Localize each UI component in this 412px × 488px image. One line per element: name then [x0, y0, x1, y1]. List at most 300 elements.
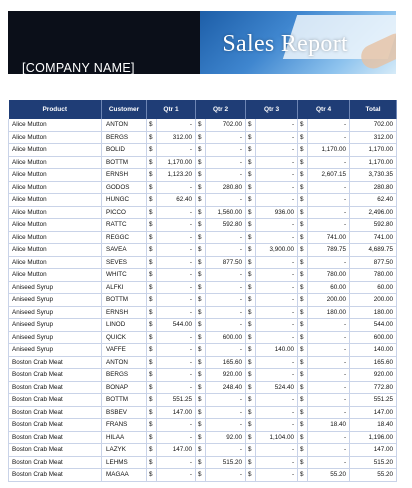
quarter-value-cell[interactable]: 92.00: [206, 431, 246, 444]
currency-symbol[interactable]: $: [298, 369, 308, 382]
quarter-value-cell[interactable]: -: [157, 269, 196, 282]
currency-symbol[interactable]: $: [147, 356, 157, 369]
total-cell[interactable]: 140.00: [350, 344, 397, 357]
quarter-value-cell[interactable]: -: [308, 431, 350, 444]
quarter-value-cell[interactable]: -: [206, 194, 246, 207]
total-cell[interactable]: 780.00: [350, 269, 397, 282]
quarter-value-cell[interactable]: -: [308, 206, 350, 219]
currency-symbol[interactable]: $: [298, 194, 308, 207]
currency-symbol[interactable]: $: [246, 356, 256, 369]
quarter-value-cell[interactable]: 165.60: [206, 356, 246, 369]
currency-symbol[interactable]: $: [298, 431, 308, 444]
quarter-value-cell[interactable]: -: [308, 406, 350, 419]
quarter-value-cell[interactable]: -: [157, 456, 196, 469]
currency-symbol[interactable]: $: [246, 256, 256, 269]
customer-cell[interactable]: BOTTM: [102, 294, 147, 307]
currency-symbol[interactable]: $: [246, 394, 256, 407]
currency-symbol[interactable]: $: [246, 419, 256, 432]
customer-cell[interactable]: HUNGC: [102, 194, 147, 207]
quarter-value-cell[interactable]: -: [157, 244, 196, 257]
currency-symbol[interactable]: $: [147, 294, 157, 307]
total-cell[interactable]: 280.80: [350, 181, 397, 194]
quarter-value-cell[interactable]: 147.00: [157, 406, 196, 419]
product-cell[interactable]: Alice Mutton: [9, 181, 102, 194]
quarter-value-cell[interactable]: 741.00: [308, 231, 350, 244]
customer-cell[interactable]: BONAP: [102, 381, 147, 394]
currency-symbol[interactable]: $: [246, 294, 256, 307]
quarter-value-cell[interactable]: -: [206, 156, 246, 169]
quarter-value-cell[interactable]: -: [256, 256, 298, 269]
quarter-value-cell[interactable]: 551.25: [157, 394, 196, 407]
table-row[interactable]: [9, 394, 397, 407]
currency-symbol[interactable]: $: [246, 369, 256, 382]
total-cell[interactable]: 592.80: [350, 219, 397, 232]
currency-symbol[interactable]: $: [147, 244, 157, 257]
currency-symbol[interactable]: $: [147, 206, 157, 219]
total-cell[interactable]: 200.00: [350, 294, 397, 307]
total-cell[interactable]: 180.00: [350, 306, 397, 319]
product-cell[interactable]: Boston Crab Meat: [9, 406, 102, 419]
currency-symbol[interactable]: $: [196, 406, 206, 419]
currency-symbol[interactable]: $: [298, 306, 308, 319]
table-row[interactable]: [9, 169, 397, 182]
currency-symbol[interactable]: $: [246, 181, 256, 194]
total-cell[interactable]: 1,170.00: [350, 144, 397, 157]
quarter-value-cell[interactable]: -: [256, 281, 298, 294]
quarter-value-cell[interactable]: 62.40: [157, 194, 196, 207]
total-cell[interactable]: 741.00: [350, 231, 397, 244]
product-cell[interactable]: Alice Mutton: [9, 269, 102, 282]
table-row[interactable]: [9, 381, 397, 394]
currency-symbol[interactable]: $: [298, 244, 308, 257]
currency-symbol[interactable]: $: [246, 381, 256, 394]
table-row[interactable]: [9, 419, 397, 432]
quarter-value-cell[interactable]: 248.40: [206, 381, 246, 394]
quarter-value-cell[interactable]: -: [206, 319, 246, 332]
quarter-value-cell[interactable]: -: [206, 344, 246, 357]
quarter-value-cell[interactable]: 2,607.15: [308, 169, 350, 182]
quarter-value-cell[interactable]: 312.00: [157, 131, 196, 144]
quarter-value-cell[interactable]: -: [157, 331, 196, 344]
currency-symbol[interactable]: $: [147, 369, 157, 382]
currency-symbol[interactable]: $: [246, 169, 256, 182]
quarter-value-cell[interactable]: -: [308, 131, 350, 144]
currency-symbol[interactable]: $: [298, 444, 308, 457]
customer-cell[interactable]: BSBEV: [102, 406, 147, 419]
quarter-value-cell[interactable]: 936.00: [256, 206, 298, 219]
column-header-qtr1[interactable]: Qtr 1: [147, 100, 196, 119]
currency-symbol[interactable]: $: [196, 281, 206, 294]
total-cell[interactable]: 515.20: [350, 456, 397, 469]
product-cell[interactable]: Boston Crab Meat: [9, 394, 102, 407]
quarter-value-cell[interactable]: 592.80: [206, 219, 246, 232]
product-cell[interactable]: Alice Mutton: [9, 119, 102, 131]
quarter-value-cell[interactable]: -: [308, 194, 350, 207]
product-cell[interactable]: Alice Mutton: [9, 219, 102, 232]
currency-symbol[interactable]: $: [196, 219, 206, 232]
quarter-value-cell[interactable]: -: [308, 381, 350, 394]
currency-symbol[interactable]: $: [196, 469, 206, 482]
quarter-value-cell[interactable]: -: [157, 219, 196, 232]
currency-symbol[interactable]: $: [298, 319, 308, 332]
currency-symbol[interactable]: $: [196, 206, 206, 219]
quarter-value-cell[interactable]: -: [256, 356, 298, 369]
customer-cell[interactable]: MAGAA: [102, 469, 147, 482]
currency-symbol[interactable]: $: [298, 281, 308, 294]
customer-cell[interactable]: LAZYK: [102, 444, 147, 457]
quarter-value-cell[interactable]: -: [308, 219, 350, 232]
currency-symbol[interactable]: $: [196, 156, 206, 169]
currency-symbol[interactable]: $: [246, 331, 256, 344]
product-cell[interactable]: Aniseed Syrup: [9, 281, 102, 294]
currency-symbol[interactable]: $: [298, 331, 308, 344]
product-cell[interactable]: Boston Crab Meat: [9, 456, 102, 469]
currency-symbol[interactable]: $: [196, 131, 206, 144]
quarter-value-cell[interactable]: -: [206, 294, 246, 307]
customer-cell[interactable]: WHITC: [102, 269, 147, 282]
currency-symbol[interactable]: $: [196, 369, 206, 382]
currency-symbol[interactable]: $: [246, 194, 256, 207]
quarter-value-cell[interactable]: -: [256, 144, 298, 157]
quarter-value-cell[interactable]: 1,104.00: [256, 431, 298, 444]
currency-symbol[interactable]: $: [147, 419, 157, 432]
currency-symbol[interactable]: $: [298, 419, 308, 432]
table-row[interactable]: [9, 269, 397, 282]
total-cell[interactable]: 60.00: [350, 281, 397, 294]
currency-symbol[interactable]: $: [147, 231, 157, 244]
quarter-value-cell[interactable]: -: [157, 369, 196, 382]
quarter-value-cell[interactable]: 515.20: [206, 456, 246, 469]
quarter-value-cell[interactable]: -: [256, 169, 298, 182]
currency-symbol[interactable]: $: [147, 406, 157, 419]
currency-symbol[interactable]: $: [147, 256, 157, 269]
currency-symbol[interactable]: $: [196, 331, 206, 344]
currency-symbol[interactable]: $: [147, 344, 157, 357]
currency-symbol[interactable]: $: [246, 469, 256, 482]
table-row[interactable]: [9, 156, 397, 169]
quarter-value-cell[interactable]: -: [256, 306, 298, 319]
quarter-value-cell[interactable]: -: [157, 181, 196, 194]
currency-symbol[interactable]: $: [246, 456, 256, 469]
currency-symbol[interactable]: $: [298, 206, 308, 219]
currency-symbol[interactable]: $: [147, 394, 157, 407]
currency-symbol[interactable]: $: [147, 469, 157, 482]
currency-symbol[interactable]: $: [196, 306, 206, 319]
quarter-value-cell[interactable]: 789.75: [308, 244, 350, 257]
quarter-value-cell[interactable]: -: [308, 156, 350, 169]
total-cell[interactable]: 600.00: [350, 331, 397, 344]
currency-symbol[interactable]: $: [147, 119, 157, 131]
currency-symbol[interactable]: $: [196, 181, 206, 194]
currency-symbol[interactable]: $: [298, 144, 308, 157]
table-row[interactable]: [9, 331, 397, 344]
currency-symbol[interactable]: $: [147, 331, 157, 344]
quarter-value-cell[interactable]: -: [157, 294, 196, 307]
currency-symbol[interactable]: $: [147, 444, 157, 457]
quarter-value-cell[interactable]: -: [256, 219, 298, 232]
table-row[interactable]: [9, 119, 397, 131]
customer-cell[interactable]: ANTON: [102, 119, 147, 131]
quarter-value-cell[interactable]: -: [206, 131, 246, 144]
currency-symbol[interactable]: $: [246, 156, 256, 169]
quarter-value-cell[interactable]: -: [206, 306, 246, 319]
product-cell[interactable]: Alice Mutton: [9, 144, 102, 157]
currency-symbol[interactable]: $: [298, 456, 308, 469]
currency-symbol[interactable]: $: [298, 294, 308, 307]
quarter-value-cell[interactable]: -: [256, 231, 298, 244]
quarter-value-cell[interactable]: -: [308, 356, 350, 369]
quarter-value-cell[interactable]: -: [206, 144, 246, 157]
quarter-value-cell[interactable]: -: [157, 356, 196, 369]
product-cell[interactable]: Boston Crab Meat: [9, 431, 102, 444]
currency-symbol[interactable]: $: [298, 181, 308, 194]
currency-symbol[interactable]: $: [196, 294, 206, 307]
currency-symbol[interactable]: $: [246, 319, 256, 332]
quarter-value-cell[interactable]: 1,170.00: [308, 144, 350, 157]
table-row[interactable]: [9, 131, 397, 144]
table-row[interactable]: [9, 206, 397, 219]
quarter-value-cell[interactable]: -: [157, 469, 196, 482]
product-cell[interactable]: Boston Crab Meat: [9, 356, 102, 369]
total-cell[interactable]: 544.00: [350, 319, 397, 332]
quarter-value-cell[interactable]: -: [206, 406, 246, 419]
quarter-value-cell[interactable]: -: [308, 456, 350, 469]
quarter-value-cell[interactable]: -: [157, 419, 196, 432]
currency-symbol[interactable]: $: [298, 269, 308, 282]
quarter-value-cell[interactable]: -: [256, 119, 298, 131]
total-cell[interactable]: 312.00: [350, 131, 397, 144]
product-cell[interactable]: Alice Mutton: [9, 156, 102, 169]
table-row[interactable]: [9, 444, 397, 457]
currency-symbol[interactable]: $: [196, 269, 206, 282]
customer-cell[interactable]: PICCO: [102, 206, 147, 219]
table-row[interactable]: [9, 194, 397, 207]
currency-symbol[interactable]: $: [298, 219, 308, 232]
total-cell[interactable]: 2,496.00: [350, 206, 397, 219]
currency-symbol[interactable]: $: [298, 381, 308, 394]
product-cell[interactable]: Aniseed Syrup: [9, 344, 102, 357]
currency-symbol[interactable]: $: [246, 281, 256, 294]
product-cell[interactable]: Alice Mutton: [9, 131, 102, 144]
table-row[interactable]: [9, 144, 397, 157]
currency-symbol[interactable]: $: [147, 431, 157, 444]
quarter-value-cell[interactable]: -: [308, 344, 350, 357]
quarter-value-cell[interactable]: 180.00: [308, 306, 350, 319]
product-cell[interactable]: Boston Crab Meat: [9, 469, 102, 482]
total-cell[interactable]: 772.80: [350, 381, 397, 394]
currency-symbol[interactable]: $: [298, 356, 308, 369]
currency-symbol[interactable]: $: [246, 444, 256, 457]
quarter-value-cell[interactable]: -: [157, 431, 196, 444]
quarter-value-cell[interactable]: -: [256, 131, 298, 144]
currency-symbol[interactable]: $: [246, 344, 256, 357]
currency-symbol[interactable]: $: [196, 419, 206, 432]
table-row[interactable]: [9, 356, 397, 369]
currency-symbol[interactable]: $: [196, 319, 206, 332]
column-header-product[interactable]: Product: [9, 100, 102, 119]
column-header-total[interactable]: Total: [350, 100, 397, 119]
currency-symbol[interactable]: $: [298, 156, 308, 169]
total-cell[interactable]: 1,170.00: [350, 156, 397, 169]
currency-symbol[interactable]: $: [147, 269, 157, 282]
currency-symbol[interactable]: $: [298, 469, 308, 482]
customer-cell[interactable]: BOTTM: [102, 394, 147, 407]
quarter-value-cell[interactable]: 544.00: [157, 319, 196, 332]
customer-cell[interactable]: LINOD: [102, 319, 147, 332]
currency-symbol[interactable]: $: [196, 194, 206, 207]
table-row[interactable]: [9, 344, 397, 357]
quarter-value-cell[interactable]: 18.40: [308, 419, 350, 432]
currency-symbol[interactable]: $: [246, 431, 256, 444]
quarter-value-cell[interactable]: -: [206, 231, 246, 244]
quarter-value-cell[interactable]: -: [256, 444, 298, 457]
currency-symbol[interactable]: $: [196, 431, 206, 444]
quarter-value-cell[interactable]: -: [308, 181, 350, 194]
currency-symbol[interactable]: $: [147, 181, 157, 194]
customer-cell[interactable]: BOTTM: [102, 156, 147, 169]
quarter-value-cell[interactable]: -: [157, 144, 196, 157]
quarter-value-cell[interactable]: -: [206, 269, 246, 282]
total-cell[interactable]: 147.00: [350, 444, 397, 457]
quarter-value-cell[interactable]: 147.00: [157, 444, 196, 457]
product-cell[interactable]: Aniseed Syrup: [9, 331, 102, 344]
currency-symbol[interactable]: $: [298, 256, 308, 269]
total-cell[interactable]: 165.60: [350, 356, 397, 369]
table-row[interactable]: [9, 469, 397, 482]
product-cell[interactable]: Boston Crab Meat: [9, 369, 102, 382]
quarter-value-cell[interactable]: -: [206, 281, 246, 294]
quarter-value-cell[interactable]: 600.00: [206, 331, 246, 344]
customer-cell[interactable]: ANTON: [102, 356, 147, 369]
customer-cell[interactable]: FRANS: [102, 419, 147, 432]
table-row[interactable]: [9, 181, 397, 194]
currency-symbol[interactable]: $: [246, 406, 256, 419]
quarter-value-cell[interactable]: -: [206, 444, 246, 457]
currency-symbol[interactable]: $: [147, 169, 157, 182]
table-row[interactable]: [9, 219, 397, 232]
quarter-value-cell[interactable]: -: [308, 119, 350, 131]
customer-cell[interactable]: VAFFE: [102, 344, 147, 357]
quarter-value-cell[interactable]: 1,560.00: [206, 206, 246, 219]
quarter-value-cell[interactable]: -: [256, 181, 298, 194]
currency-symbol[interactable]: $: [246, 206, 256, 219]
total-cell[interactable]: 3,730.35: [350, 169, 397, 182]
quarter-value-cell[interactable]: -: [308, 369, 350, 382]
quarter-value-cell[interactable]: -: [256, 469, 298, 482]
currency-symbol[interactable]: $: [147, 319, 157, 332]
column-header-customer[interactable]: Customer: [102, 100, 147, 119]
currency-symbol[interactable]: $: [196, 394, 206, 407]
column-header-qtr3[interactable]: Qtr 3: [246, 100, 298, 119]
column-header-qtr4[interactable]: Qtr 4: [298, 100, 350, 119]
quarter-value-cell[interactable]: -: [256, 331, 298, 344]
customer-cell[interactable]: BERGS: [102, 131, 147, 144]
currency-symbol[interactable]: $: [196, 456, 206, 469]
quarter-value-cell[interactable]: -: [206, 394, 246, 407]
currency-symbol[interactable]: $: [147, 381, 157, 394]
customer-cell[interactable]: LEHMS: [102, 456, 147, 469]
currency-symbol[interactable]: $: [298, 131, 308, 144]
quarter-value-cell[interactable]: -: [256, 269, 298, 282]
customer-cell[interactable]: QUICK: [102, 331, 147, 344]
currency-symbol[interactable]: $: [196, 231, 206, 244]
quarter-value-cell[interactable]: -: [308, 256, 350, 269]
table-row[interactable]: [9, 319, 397, 332]
total-cell[interactable]: 55.20: [350, 469, 397, 482]
quarter-value-cell[interactable]: -: [157, 306, 196, 319]
quarter-value-cell[interactable]: -: [206, 469, 246, 482]
product-cell[interactable]: Aniseed Syrup: [9, 319, 102, 332]
quarter-value-cell[interactable]: -: [206, 169, 246, 182]
currency-symbol[interactable]: $: [147, 144, 157, 157]
currency-symbol[interactable]: $: [147, 456, 157, 469]
currency-symbol[interactable]: $: [298, 169, 308, 182]
currency-symbol[interactable]: $: [147, 131, 157, 144]
currency-symbol[interactable]: $: [246, 231, 256, 244]
quarter-value-cell[interactable]: -: [256, 319, 298, 332]
currency-symbol[interactable]: $: [298, 394, 308, 407]
product-cell[interactable]: Alice Mutton: [9, 194, 102, 207]
quarter-value-cell[interactable]: 1,170.00: [157, 156, 196, 169]
customer-cell[interactable]: BERGS: [102, 369, 147, 382]
currency-symbol[interactable]: $: [196, 119, 206, 131]
quarter-value-cell[interactable]: -: [157, 281, 196, 294]
customer-cell[interactable]: GODOS: [102, 181, 147, 194]
currency-symbol[interactable]: $: [196, 381, 206, 394]
currency-symbol[interactable]: $: [298, 344, 308, 357]
quarter-value-cell[interactable]: -: [206, 419, 246, 432]
table-row[interactable]: [9, 256, 397, 269]
currency-symbol[interactable]: $: [196, 244, 206, 257]
quarter-value-cell[interactable]: -: [256, 194, 298, 207]
product-cell[interactable]: Boston Crab Meat: [9, 381, 102, 394]
quarter-value-cell[interactable]: -: [157, 381, 196, 394]
product-cell[interactable]: Aniseed Syrup: [9, 294, 102, 307]
product-cell[interactable]: Alice Mutton: [9, 244, 102, 257]
customer-cell[interactable]: ERNSH: [102, 169, 147, 182]
quarter-value-cell[interactable]: -: [157, 344, 196, 357]
customer-cell[interactable]: HILAA: [102, 431, 147, 444]
product-cell[interactable]: Alice Mutton: [9, 206, 102, 219]
currency-symbol[interactable]: $: [246, 119, 256, 131]
quarter-value-cell[interactable]: 280.80: [206, 181, 246, 194]
currency-symbol[interactable]: $: [246, 219, 256, 232]
total-cell[interactable]: 551.25: [350, 394, 397, 407]
currency-symbol[interactable]: $: [147, 281, 157, 294]
quarter-value-cell[interactable]: -: [256, 394, 298, 407]
customer-cell[interactable]: SAVEA: [102, 244, 147, 257]
currency-symbol[interactable]: $: [246, 144, 256, 157]
table-row[interactable]: [9, 406, 397, 419]
quarter-value-cell[interactable]: -: [256, 419, 298, 432]
quarter-value-cell[interactable]: -: [308, 444, 350, 457]
customer-cell[interactable]: ERNSH: [102, 306, 147, 319]
currency-symbol[interactable]: $: [196, 144, 206, 157]
quarter-value-cell[interactable]: -: [256, 406, 298, 419]
quarter-value-cell[interactable]: -: [157, 119, 196, 131]
currency-symbol[interactable]: $: [246, 131, 256, 144]
currency-symbol[interactable]: $: [196, 356, 206, 369]
quarter-value-cell[interactable]: 780.00: [308, 269, 350, 282]
quarter-value-cell[interactable]: -: [256, 156, 298, 169]
quarter-value-cell[interactable]: 920.00: [206, 369, 246, 382]
currency-symbol[interactable]: $: [147, 156, 157, 169]
product-cell[interactable]: Boston Crab Meat: [9, 419, 102, 432]
table-row[interactable]: [9, 369, 397, 382]
currency-symbol[interactable]: $: [196, 169, 206, 182]
currency-symbol[interactable]: $: [246, 306, 256, 319]
table-row[interactable]: [9, 456, 397, 469]
